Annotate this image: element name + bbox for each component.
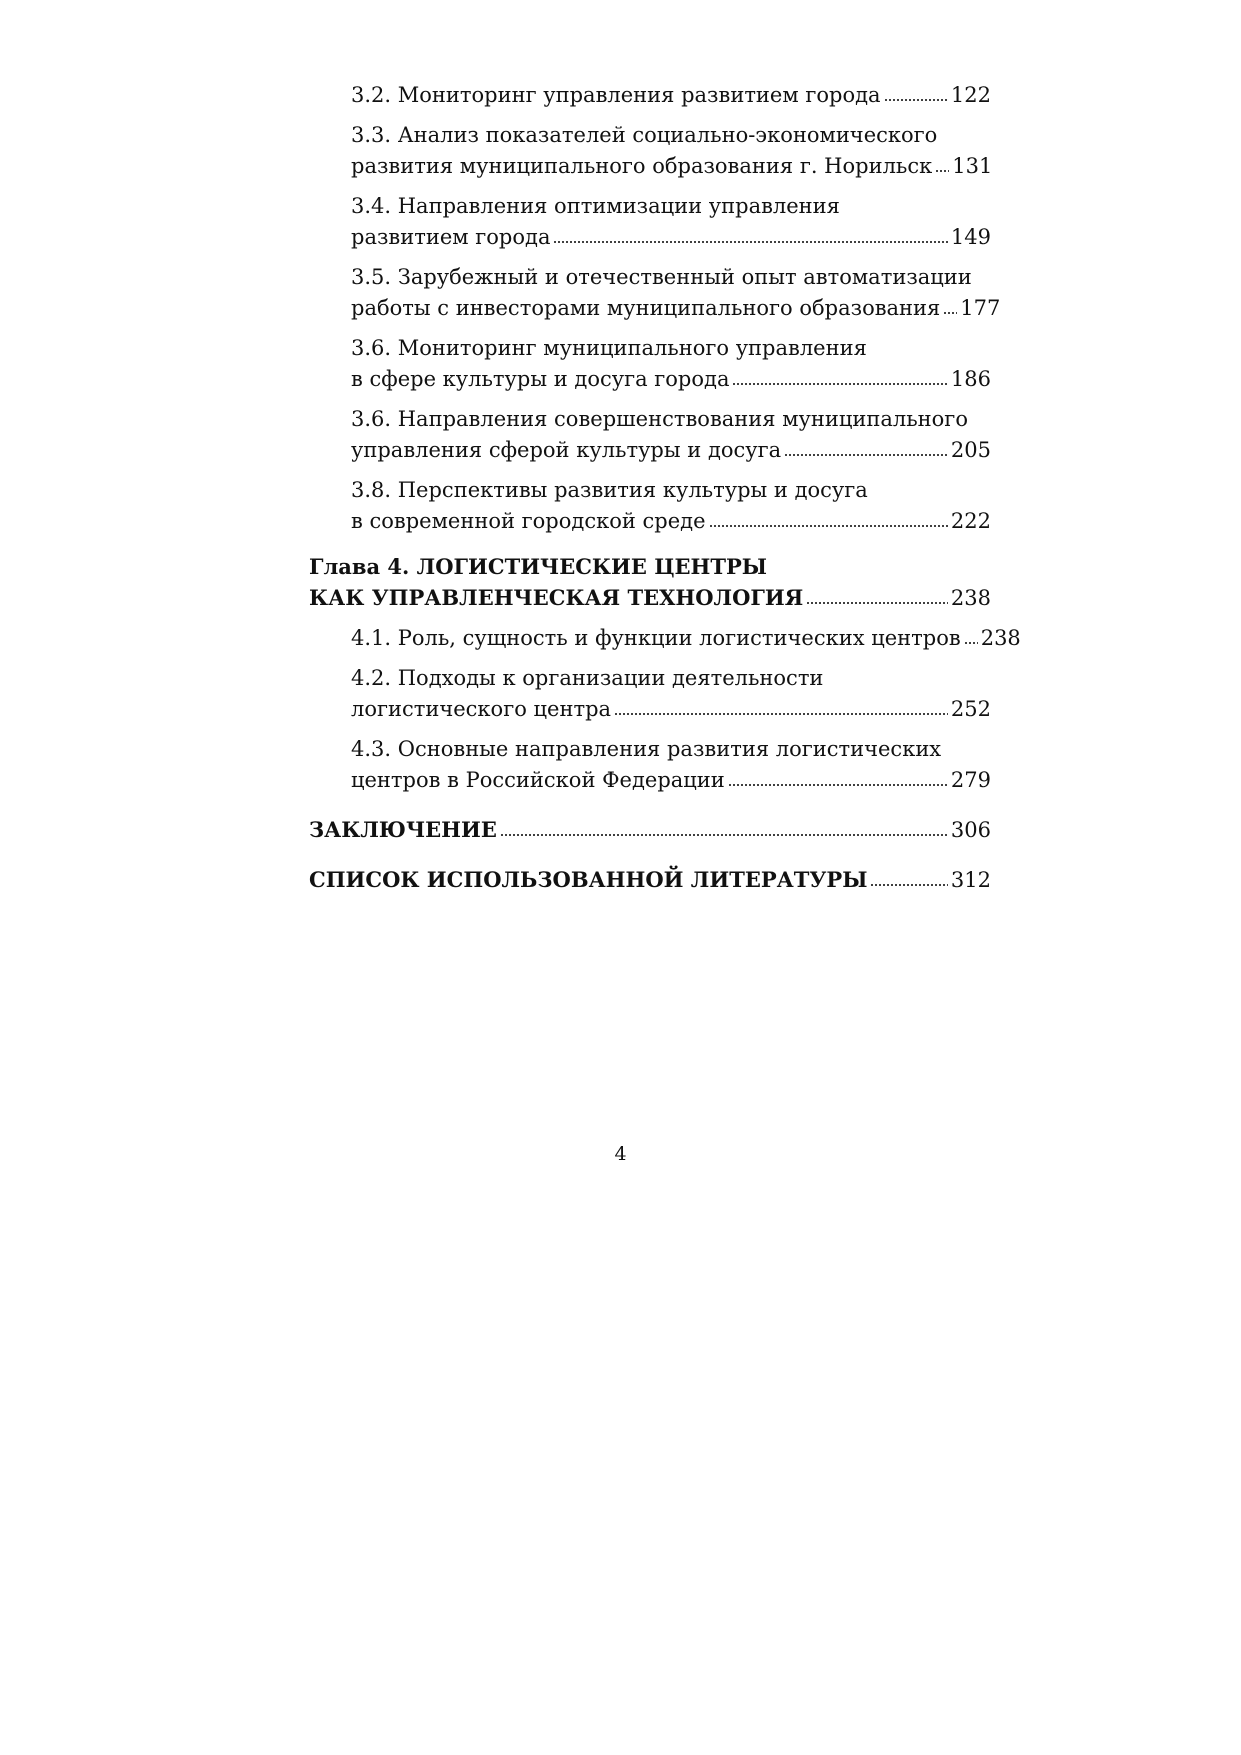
page-number: 4 bbox=[614, 1143, 627, 1165]
toc-entry-title-line: 4.3. Основные направления развития логистических bbox=[351, 737, 942, 761]
toc-page-number: 149 bbox=[950, 225, 991, 249]
dot-leader bbox=[500, 833, 948, 837]
toc-entry-title: развития муниципального образования г. Норильск bbox=[351, 154, 933, 178]
toc-entry-title-line: 3.3. Анализ показателей социально-экономического bbox=[351, 123, 938, 147]
toc-entry-3-4[interactable] bbox=[309, 191, 991, 253]
toc-entry-title: логистического центра bbox=[351, 697, 612, 721]
toc-entry-title-line: 3.6. Мониторинг муниципального управления bbox=[351, 336, 867, 360]
dot-leader bbox=[964, 641, 978, 645]
toc-page-number: 279 bbox=[950, 768, 991, 792]
dot-leader bbox=[870, 883, 947, 887]
toc-page-number: 238 bbox=[950, 586, 991, 610]
toc-entry-3-5[interactable] bbox=[309, 262, 1001, 324]
toc-page-number: 312 bbox=[950, 868, 991, 892]
dot-leader bbox=[935, 169, 949, 173]
toc-page-number: 238 bbox=[980, 626, 1021, 650]
dot-leader bbox=[806, 601, 948, 605]
toc-bibliography[interactable] bbox=[309, 864, 991, 896]
toc-entry-title: 4.1. Роль, сущность и функции логистических центров bbox=[351, 626, 961, 650]
toc-page-number: 205 bbox=[950, 438, 991, 462]
toc-entry-title-line: Глава 4. ЛОГИСТИЧЕСКИЕ ЦЕНТРЫ bbox=[309, 554, 767, 579]
toc-entry-title: СПИСОК ИСПОЛЬЗОВАННОЙ ЛИТЕРАТУРЫ bbox=[309, 867, 868, 892]
toc-entry-3-3[interactable] bbox=[309, 120, 991, 182]
dot-leader bbox=[728, 783, 948, 787]
toc-entry-title: ЗАКЛЮЧЕНИЕ bbox=[309, 817, 497, 842]
toc-page-number: 131 bbox=[952, 154, 993, 178]
toc-entry-title: КАК УПРАВЛЕНЧЕСКАЯ ТЕХНОЛОГИЯ bbox=[309, 585, 804, 610]
dot-leader bbox=[709, 524, 948, 528]
toc-entry-title: 3.2. Мониторинг управления развитием города bbox=[351, 83, 881, 107]
toc-entry-3-2[interactable] bbox=[309, 80, 991, 111]
dot-leader bbox=[943, 311, 957, 315]
dot-leader bbox=[553, 240, 947, 244]
toc-page-number: 186 bbox=[950, 367, 991, 391]
toc-entry-title-line: 4.2. Подходы к организации деятельности bbox=[351, 666, 824, 690]
toc-page-number: 306 bbox=[950, 818, 991, 842]
toc-entry-4-1[interactable] bbox=[309, 623, 1021, 654]
toc-entry-3-6-monitoring[interactable] bbox=[309, 333, 991, 395]
toc-entry-4-2[interactable] bbox=[309, 663, 991, 725]
toc-entry-3-6-improvement[interactable] bbox=[309, 404, 991, 466]
dot-leader bbox=[614, 712, 948, 716]
toc-entry-4-3[interactable] bbox=[309, 734, 991, 796]
dot-leader bbox=[784, 453, 948, 457]
table-of-contents bbox=[309, 80, 1021, 896]
toc-page-number: 177 bbox=[960, 296, 1001, 320]
toc-entry-title-line: 3.4. Направления оптимизации управления bbox=[351, 194, 840, 218]
toc-entry-title: в современной городской среде bbox=[351, 509, 706, 533]
toc-entry-title-line: 3.8. Перспективы развития культуры и досуга bbox=[351, 478, 868, 502]
toc-entry-title-line: 3.6. Направления совершенствования муниципального bbox=[351, 407, 968, 431]
toc-entry-title: в сфере культуры и досуга города bbox=[351, 367, 730, 391]
dot-leader bbox=[884, 98, 948, 102]
toc-entry-title-line: 3.5. Зарубежный и отечественный опыт автоматизации bbox=[351, 265, 972, 289]
toc-chapter-4[interactable] bbox=[309, 551, 991, 614]
toc-page-number: 222 bbox=[950, 509, 991, 533]
toc-conclusion[interactable] bbox=[309, 814, 991, 846]
toc-entry-3-8[interactable] bbox=[309, 475, 991, 537]
toc-page-number: 252 bbox=[950, 697, 991, 721]
toc-entry-title: работы с инвесторами муниципального образования bbox=[351, 296, 941, 320]
toc-entry-title: развитием города bbox=[351, 225, 551, 249]
dot-leader bbox=[732, 382, 947, 386]
toc-entry-title: центров в Российской Федерации bbox=[351, 768, 725, 792]
toc-page-number: 122 bbox=[950, 83, 991, 107]
toc-entry-title: управления сферой культуры и досуга bbox=[351, 438, 782, 462]
